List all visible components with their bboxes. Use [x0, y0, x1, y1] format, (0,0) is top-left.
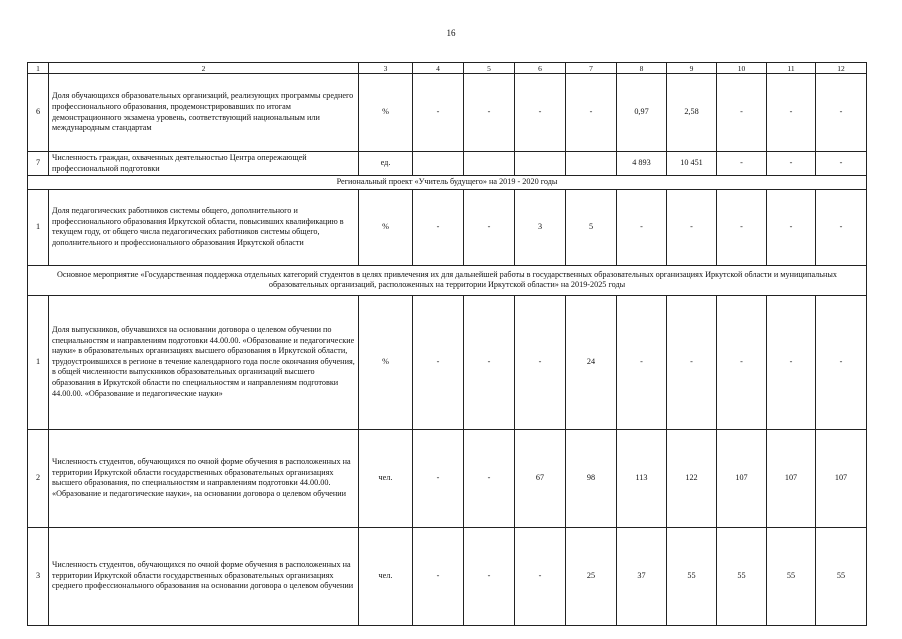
- value-cell: 107: [767, 429, 816, 527]
- value-cell: -: [413, 189, 464, 265]
- value-cell: -: [767, 74, 816, 152]
- value-cell: -: [816, 295, 867, 429]
- section-heading: Основное мероприятие «Государственная поддержка отдельных категорий студентов в целях привлечения их для дальнейшей работы в государственных образовательных организациях Иркутской области и муниципальных образовательных организаций, расположенных на территории Иркутской области» на 2019-2025 годы: [28, 265, 867, 295]
- table-row: [28, 152, 867, 176]
- value-cell: 107: [816, 429, 867, 527]
- value-cell: [566, 152, 617, 176]
- column-number-header: 2: [49, 63, 359, 74]
- value-cell: -: [717, 74, 767, 152]
- row-number: 1: [28, 295, 49, 429]
- value-cell: -: [464, 74, 515, 152]
- value-cell: 122: [667, 429, 717, 527]
- unit-cell: %: [359, 189, 413, 265]
- column-number-header: 4: [413, 63, 464, 74]
- row-number: 1: [28, 189, 49, 265]
- value-cell: -: [767, 189, 816, 265]
- value-cell: -: [464, 527, 515, 625]
- indicator-description: Численность граждан, охваченных деятельностью Центра опережающей профессиональной подготовки: [49, 152, 359, 176]
- unit-cell: чел.: [359, 527, 413, 625]
- unit-cell: чел.: [359, 429, 413, 527]
- value-cell: 10 451: [667, 152, 717, 176]
- value-cell: 55: [816, 527, 867, 625]
- table-row: [28, 74, 867, 152]
- table-row: [28, 295, 867, 429]
- page-number: 16: [446, 28, 456, 38]
- value-cell: 107: [717, 429, 767, 527]
- unit-cell: ед.: [359, 152, 413, 176]
- row-number: 7: [28, 152, 49, 176]
- value-cell: 25: [566, 527, 617, 625]
- value-cell: -: [717, 152, 767, 176]
- indicator-description: Доля выпускников, обучавшихся на основании договора о целевом обучении по специальностям и направлениям подготовки 44.00.00. «Образование и педагогические науки» в образовательных организациях высшего образования в Иркутской области, трудоустроившихся в регионе в течение календарного года после окончания обучения, в общей численности выпускников образовательных организаций высшего образования в Иркутской области по специальностям и направлениям подготовки 44.00.00. «Образование и педагогические науки»: [49, 295, 359, 429]
- value-cell: -: [515, 74, 566, 152]
- value-cell: 5: [566, 189, 617, 265]
- value-cell: -: [413, 429, 464, 527]
- value-cell: -: [617, 189, 667, 265]
- value-cell: -: [464, 295, 515, 429]
- value-cell: 37: [617, 527, 667, 625]
- value-cell: 98: [566, 429, 617, 527]
- table-header-row: [28, 63, 867, 74]
- row-number: 3: [28, 527, 49, 625]
- value-cell: 4 893: [617, 152, 667, 176]
- indicator-description: Численность студентов, обучающихся по очной форме обучения в расположенных на территории Иркутской области государственных образовательных организациях высшего образования, по специальностям и направлениям подготовки 44.00.00. «Образование и педагогические науки», на основании договора о целевом обучении: [49, 429, 359, 527]
- column-number-header: 1: [28, 63, 49, 74]
- value-cell: 3: [515, 189, 566, 265]
- row-number: 6: [28, 74, 49, 152]
- value-cell: -: [667, 189, 717, 265]
- table-row: [28, 429, 867, 527]
- indicator-description: Доля педагогических работников системы общего, дополнительного и профессионального образования Иркутской области, повысивших квалификацию в текущем году, от общего числа педагогических работников системы общего, дополнительного и профессионального образования Иркутской области: [49, 189, 359, 265]
- column-number-header: 10: [717, 63, 767, 74]
- value-cell: 55: [767, 527, 816, 625]
- value-cell: -: [717, 189, 767, 265]
- value-cell: -: [413, 527, 464, 625]
- table-row: [28, 527, 867, 625]
- value-cell: -: [464, 429, 515, 527]
- row-number: 2: [28, 429, 49, 527]
- unit-cell: %: [359, 295, 413, 429]
- column-number-header: 7: [566, 63, 617, 74]
- column-number-header: 9: [667, 63, 717, 74]
- value-cell: -: [515, 527, 566, 625]
- value-cell: -: [566, 74, 617, 152]
- value-cell: -: [515, 295, 566, 429]
- value-cell: 24: [566, 295, 617, 429]
- value-cell: 55: [717, 527, 767, 625]
- value-cell: -: [767, 295, 816, 429]
- value-cell: -: [816, 189, 867, 265]
- column-number-header: 6: [515, 63, 566, 74]
- column-number-header: 8: [617, 63, 667, 74]
- section-heading: Региональный проект «Учитель будущего» на 2019 - 2020 годы: [28, 176, 867, 190]
- value-cell: 2,58: [667, 74, 717, 152]
- value-cell: -: [717, 295, 767, 429]
- value-cell: -: [617, 295, 667, 429]
- value-cell: -: [413, 74, 464, 152]
- column-number-header: 3: [359, 63, 413, 74]
- value-cell: -: [667, 295, 717, 429]
- value-cell: 55: [667, 527, 717, 625]
- indicator-description: Численность студентов, обучающихся по очной форме обучения в расположенных на территории Иркутской области государственных образовательных организациях среднего профессионального образования на основании договора о целевом обучении: [49, 527, 359, 625]
- value-cell: -: [413, 295, 464, 429]
- column-number-header: 12: [816, 63, 867, 74]
- value-cell: [413, 152, 464, 176]
- unit-cell: %: [359, 74, 413, 152]
- value-cell: -: [816, 74, 867, 152]
- column-number-header: 11: [767, 63, 816, 74]
- section-heading-row: [28, 265, 867, 295]
- indicator-description: Доля обучающихся образовательных организаций, реализующих программы среднего профессионального образования, продемонстрировавших по итогам демонстрационного экзамена уровень, соответствующий национальным или международным стандартам: [49, 74, 359, 152]
- value-cell: 0,97: [617, 74, 667, 152]
- value-cell: [464, 152, 515, 176]
- column-number-header: 5: [464, 63, 515, 74]
- value-cell: 113: [617, 429, 667, 527]
- value-cell: [515, 152, 566, 176]
- value-cell: -: [816, 152, 867, 176]
- value-cell: 67: [515, 429, 566, 527]
- value-cell: -: [464, 189, 515, 265]
- value-cell: -: [767, 152, 816, 176]
- indicators-table: [27, 62, 867, 626]
- section-heading-row: [28, 176, 867, 190]
- table-row: [28, 189, 867, 265]
